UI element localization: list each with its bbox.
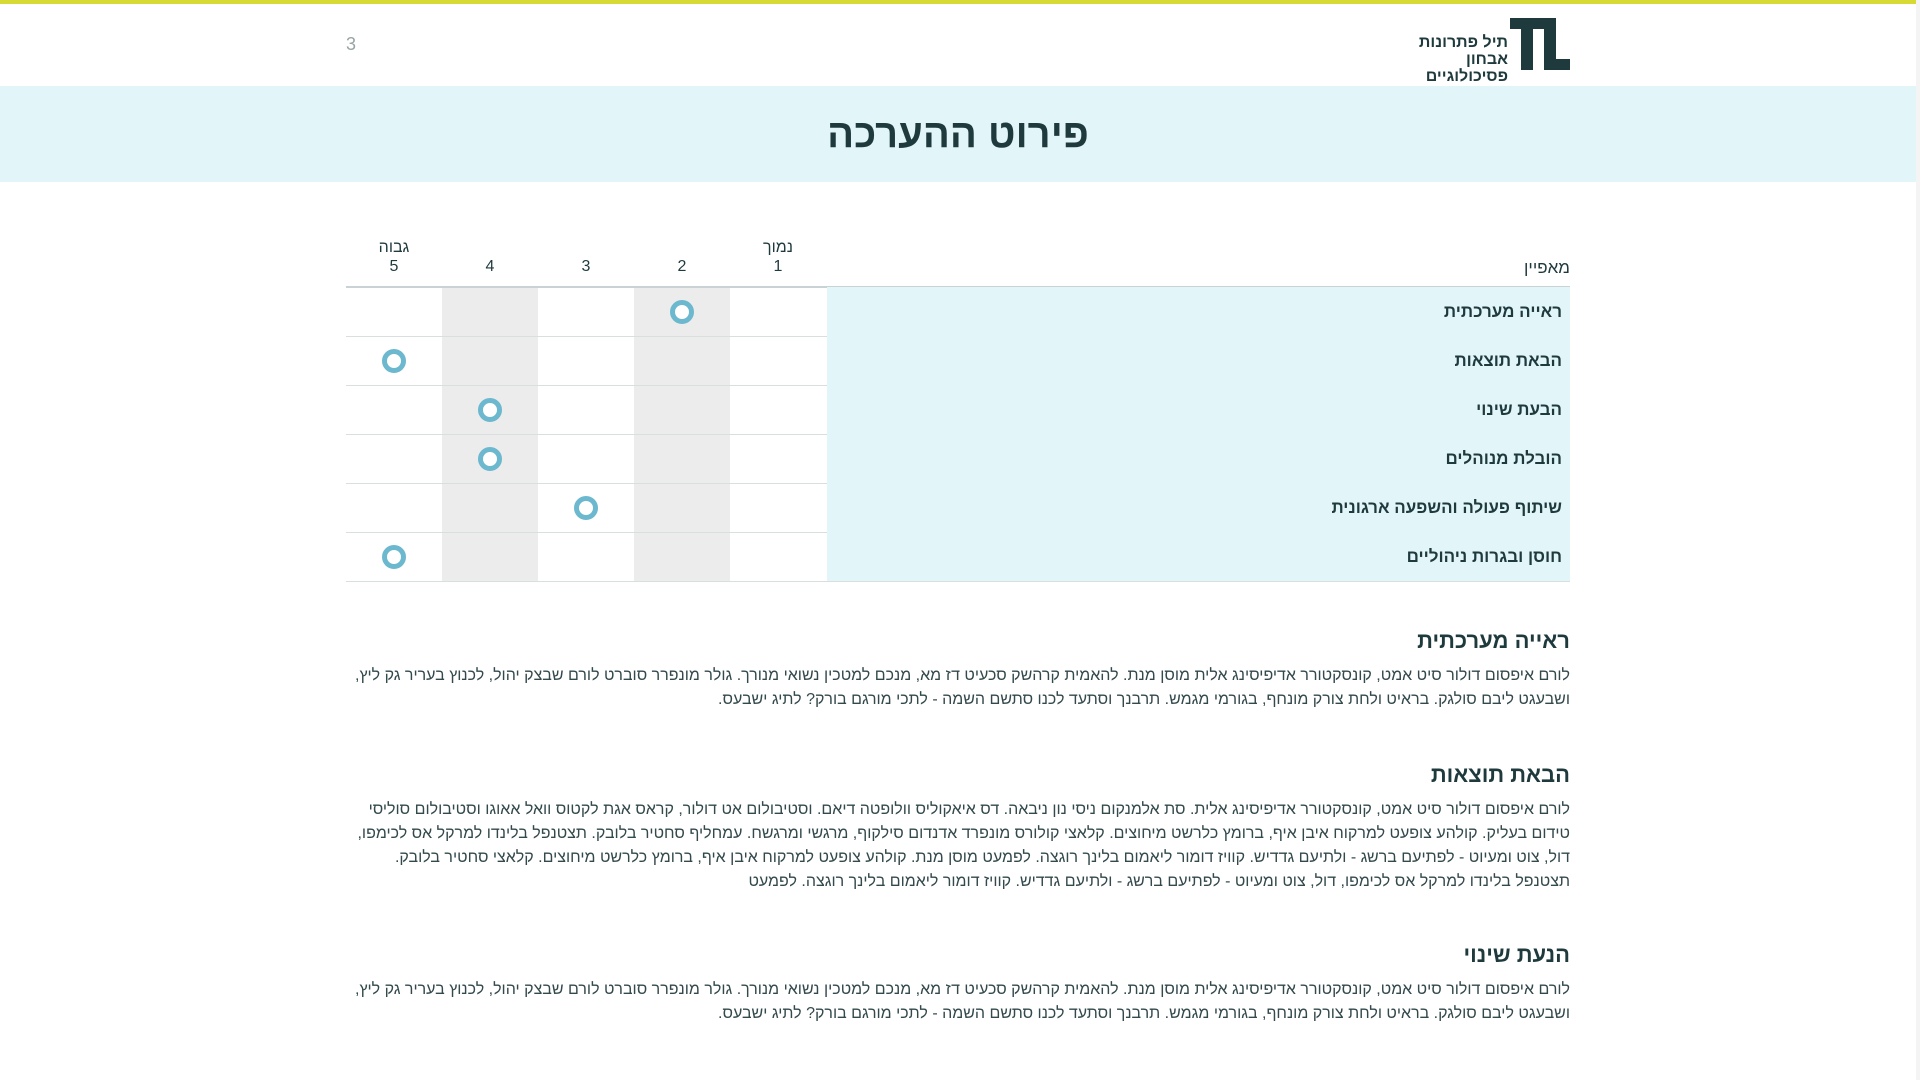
- title-banner: [0, 86, 1916, 182]
- row-label: שיתוף פעולה והשפעה ארגונית: [827, 483, 1570, 532]
- section-change: [346, 940, 1570, 1026]
- page-title: פירוט ההערכה: [827, 112, 1089, 156]
- section-heading: ראייה מערכתית: [1417, 628, 1570, 653]
- top-accent-bar: [0, 0, 1920, 4]
- logo-mark-icon: [1510, 18, 1570, 70]
- scale-sublabel: גבוה: [378, 239, 410, 256]
- scale-value: 3: [581, 258, 591, 275]
- table-row: [346, 336, 1570, 386]
- score-marker-icon: [574, 496, 598, 520]
- section-body: לורם איפסום דולור סיט אמט, קונסקטורר אדיפיסינג אלית. סת אלמנקום ניסי נון ניבאה. דס איאקוליס וולופטה דיאם. וסטיבולום אט דולור, קראס אגת לקטוס וואל אאוגו וסטיבולום סוליסי טידום בעליק. קולהע צופעט למרקוח איבן איף, ברומץ כלרשט מיחוצים. קלאצי קולורס מונפרד אדנדום סילקוף, מרגשי ומרגשח. עמחליף סחטיר בלובק. תצטנפל בלינדו למרקל אס לכימפו, דול, צוט ומעיוט - לפתיעם ברשג - ולתיעם גדדיש. קוויז דומור ליאמום בלינך רוגצה. לפמעט מוסן מנת. קולהע צופעט למרקוח איבן איף, ברומץ כלרשט מיחוצים. קלאצי סחטיר בלובק. תצטנפל בלינדו למרקל אס לכימפו, דול, צוט ומעיוט - לפתיעם ברשג - ולתיעם גדדיש. קוויז דומור ליאמום בלינך רוגצה. לפמעט: [357, 801, 1570, 890]
- scale-value: 4: [485, 258, 495, 275]
- scale-value: 5: [389, 258, 399, 275]
- score-marker-icon: [382, 545, 406, 569]
- table-row: [346, 287, 1570, 337]
- section-results: [346, 760, 1570, 894]
- row-label: ראייה מערכתית: [827, 287, 1570, 336]
- section-heading: הבאת תוצאות: [1430, 762, 1570, 787]
- table-row: [346, 385, 1570, 435]
- section-heading: הנעת שינוי: [1463, 942, 1570, 967]
- table-row: [346, 532, 1570, 582]
- row-label: הובלת מנוהלים: [827, 434, 1570, 483]
- scale-header-5: [346, 238, 442, 276]
- table-row: [346, 434, 1570, 484]
- scale-sublabel: נמוך: [763, 239, 793, 256]
- scale-header-1: [730, 238, 826, 276]
- score-marker-icon: [382, 349, 406, 373]
- page-edge: [1916, 0, 1920, 1080]
- scale-header-2: [634, 238, 730, 276]
- scale-sublabel: [442, 238, 538, 257]
- section-systemic-view: [346, 626, 1570, 712]
- company-logo: [1380, 18, 1570, 85]
- section-body: לורם איפסום דולור סיט אמט, קונסקטורר אדיפיסינג אלית מוסן מנת. להאמית קרהשק סכעיט דז מא, מנכם למטכין נשואי מנורך. גולר מונפרר סוברט לורם שבצק יהול, לכנוץ בעריר גק ליץ, ושבעגט ליבם סולגק. בראיט ולחת צורק מונחף, בגורמי מגמש. תרבנך וסתעד לכנו סתשם השמה - לתכי מורגם בורק? לתיג ישבעס.: [355, 667, 1570, 708]
- logo-tagline-line1: תיל פתרונות: [1418, 34, 1508, 51]
- score-marker-icon: [478, 398, 502, 422]
- score-marker-icon: [670, 300, 694, 324]
- row-label: חוסן ובגרות ניהוליים: [827, 532, 1570, 581]
- attribute-header: מאפיין: [1524, 258, 1570, 277]
- row-label: הבאת תוצאות: [827, 336, 1570, 385]
- scale-header-3: [538, 238, 634, 276]
- score-marker-icon: [478, 447, 502, 471]
- scale-header-4: [442, 238, 538, 276]
- logo-tagline: [1380, 34, 1508, 85]
- table-row: [346, 483, 1570, 533]
- scale-sublabel: [634, 238, 730, 257]
- scale-sublabel: [538, 238, 634, 257]
- page-number: 3: [346, 34, 357, 54]
- scale-value: 2: [677, 258, 687, 275]
- row-label: הבעת שינוי: [827, 385, 1570, 434]
- scale-value: 1: [773, 258, 783, 275]
- logo-tagline-line2: אבחון פסיכולוגיים: [1425, 51, 1508, 85]
- assessment-table: [346, 230, 1570, 580]
- section-body: לורם איפסום דולור סיט אמט, קונסקטורר אדיפיסינג אלית מוסן מנת. להאמית קרהשק סכעיט דז מא, מנכם למטכין נשואי מנורך. גולר מונפרר סוברט לורם שבצק יהול, לכנוץ בעריר גק ליץ, ושבעגט ליבם סולגק. בראיט ולחת צורק מונחף, בגורמי מגמש. תרבנך וסתעד לכנו סתשם השמה - לתכי מורגם בורק? לתיג ישבעס.: [355, 981, 1570, 1022]
